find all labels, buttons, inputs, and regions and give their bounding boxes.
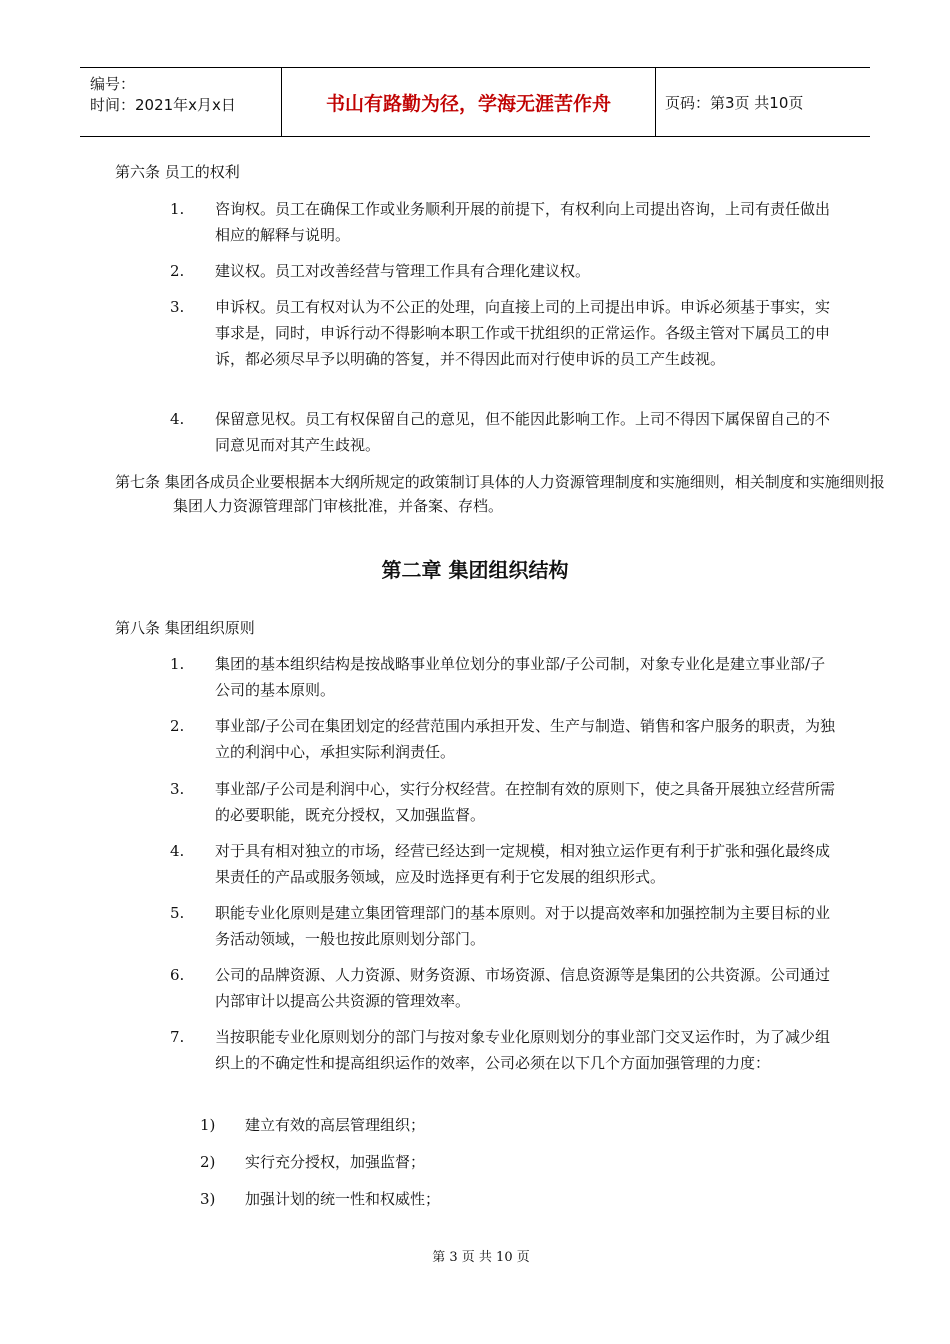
article-8-item-5: [170, 900, 840, 952]
item-text: 公司的品牌资源、人力资源、财务资源、市场资源、信息资源等是集团的公共资源。公司通过内部审计以提高公共资源的管理效率。: [215, 966, 831, 1010]
item-text: 当按职能专业化原则划分的部门与按对象专业化原则划分的事业部门交叉运作时，为了减少组织上的不确定性和提高组织运作的效率，公司必须在以下几个方面加强管理的力度：: [215, 1028, 831, 1072]
item-number: 5.: [170, 904, 185, 922]
document-number-label: 编号：: [90, 75, 136, 93]
article-8-item-7: [170, 1024, 840, 1076]
item-number: 2.: [170, 717, 185, 735]
subitem-number: 1): [200, 1116, 216, 1134]
item-text: 建议权。员工对改善经营与管理工作具有合理化建议权。: [215, 262, 591, 280]
article-8-subitem-2: [200, 1150, 800, 1174]
article-6-item-2: [170, 258, 840, 284]
header-meta: [80, 68, 281, 136]
page-footer: 第 3 页 共 10 页: [432, 1250, 530, 1265]
article-6-item-4: [170, 406, 840, 458]
page-header: [80, 67, 870, 137]
subitem-text: 实行充分授权，加强监督；: [245, 1153, 426, 1171]
item-text: 咨询权。员工在确保工作或业务顺利开展的前提下，有权利向上司提出咨询，上司有责任做出相应的解释与说明。: [215, 200, 831, 244]
item-number: 1.: [170, 200, 185, 218]
item-number: 3.: [170, 780, 185, 798]
article-7: 第七条 集团各成员企业要根据本大纲所规定的政策制订具体的人力资源管理制度和实施细则，相关制度和实施细则报集团人力资源管理部门审核批准，并备案、存档。: [115, 473, 885, 515]
item-text: 事业部/子公司在集团划定的经营范围内承担开发、生产与制造、销售和客户服务的职责，为独立的利润中心，承担实际利润责任。: [215, 717, 836, 761]
article-8-item-3: [170, 776, 840, 828]
subitem-text: 建立有效的高层管理组织；: [245, 1116, 426, 1134]
item-text: 集团的基本组织结构是按战略事业单位划分的事业部/子公司制，对象专业化是建立事业部/子公司的基本原则。: [215, 655, 826, 699]
item-text: 事业部/子公司是利润中心，实行分权经营。在控制有效的原则下，使之具备开展独立经营所需的必要职能，既充分授权，又加强监督。: [215, 780, 836, 824]
item-number: 4.: [170, 410, 185, 428]
item-number: 4.: [170, 842, 185, 860]
header-page-info: 页码：第3页 共10页: [665, 93, 804, 112]
document-time-label: 时间：2021年x月x日: [90, 96, 236, 114]
item-text: 申诉权。员工有权对认为不公正的处理，向直接上司的上司提出申诉。申诉必须基于事实，实事求是，同时，申诉行动不得影响本职工作或干扰组织的正常运作。各级主管对下属员工的申诉，都必须尽早予以明确的答复，并不得因此而对行使申诉的员工产生歧视。: [215, 298, 831, 368]
article-6-title: 第六条 员工的权利: [115, 163, 240, 181]
item-number: 3.: [170, 298, 185, 316]
chapter-title: 第二章 集团组织结构: [381, 558, 569, 582]
article-8-title: 第八条 集团组织原则: [115, 619, 255, 637]
article-8-subitem-3: [200, 1187, 800, 1211]
item-number: 7.: [170, 1028, 185, 1046]
item-number: 2.: [170, 262, 185, 280]
article-6-item-1: [170, 196, 840, 248]
subitem-text: 加强计划的统一性和权威性；: [245, 1190, 441, 1208]
item-number: 1.: [170, 655, 185, 673]
article-8-subitem-1: [200, 1113, 800, 1137]
article-8-item-2: [170, 713, 840, 765]
item-text: 对于具有相对独立的市场，经营已经达到一定规模，相对独立运作更有利于扩张和强化最终成果责任的产品或服务领域，应及时选择更有利于它发展的组织形式。: [215, 842, 831, 886]
item-text: 保留意见权。员工有权保留自己的意见，但不能因此影响工作。上司不得因下属保留自己的不同意见而对其产生歧视。: [215, 410, 831, 454]
article-8-item-4: [170, 838, 840, 890]
article-8-item-1: [170, 651, 840, 703]
subitem-number: 2): [200, 1153, 216, 1171]
article-8-item-6: [170, 962, 840, 1014]
subitem-number: 3): [200, 1190, 216, 1208]
article-6-item-3: [170, 294, 840, 372]
item-text: 职能专业化原则是建立集团管理部门的基本原则。对于以提高效率和加强控制为主要目标的业务活动领域，一般也按此原则划分部门。: [215, 904, 831, 948]
item-number: 6.: [170, 966, 185, 984]
header-motto: 书山有路勤为径，学海无涯苦作舟: [281, 68, 656, 136]
